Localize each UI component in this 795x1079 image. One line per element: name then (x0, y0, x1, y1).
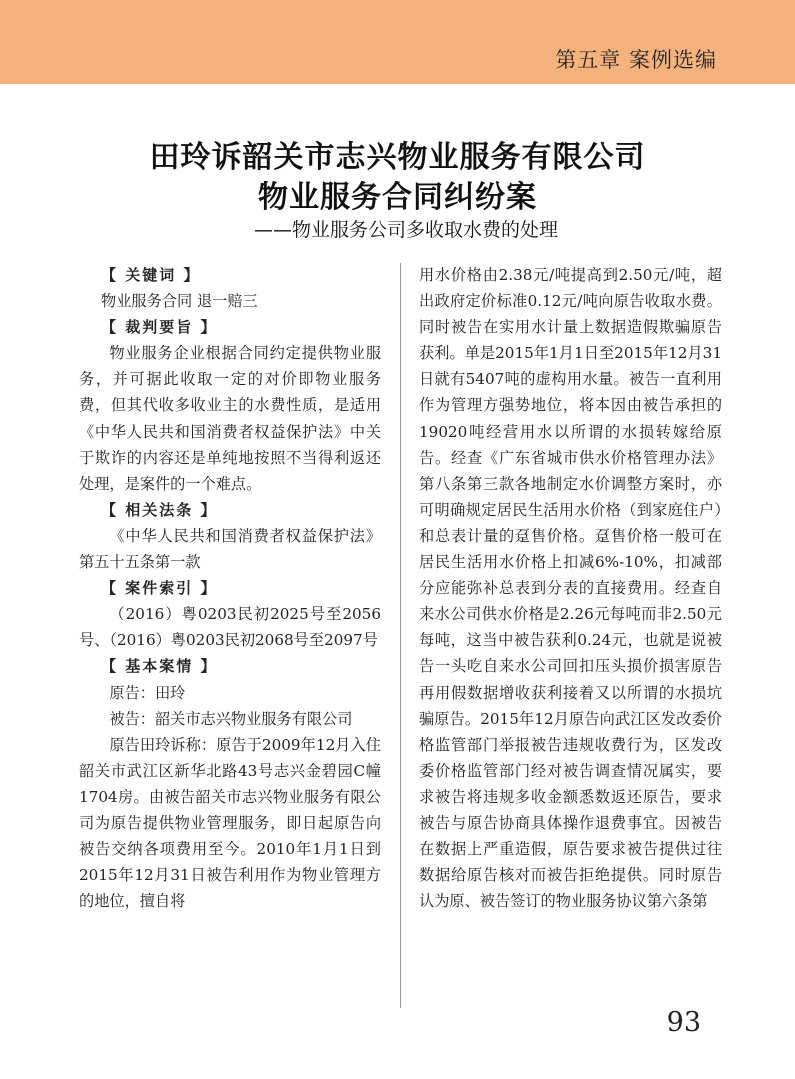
gist-heading: 【 裁判要旨 】 (101, 318, 218, 337)
case-title-line2: 物业服务合同纠纷案 (258, 180, 537, 215)
index-text: （2016）粤0203民初2025号至2056号、（2016）粤0203民初2068号至2097号 (79, 605, 381, 650)
gist-text: 物业服务企业根据合同约定提供物业服务，并可据此收取一定的对价即物业服务费，但其代收多收业主的水费性质，是适用《中华人民共和国消费者权益保护法》中关于欺诈的内容还是单纯地按照不当得利返还处理，是案件的一个难点。 (79, 344, 381, 493)
column-divider (400, 263, 401, 1008)
law-heading: 【 相关法条 】 (101, 500, 218, 519)
index-heading: 【 案件索引 】 (101, 579, 218, 598)
chapter-title: 第五章 案例选编 (555, 48, 717, 72)
case-title-line1: 田玲诉韶关市志兴物业服务有限公司 (149, 140, 646, 175)
left-column (79, 262, 381, 914)
law-text: 《中华人民共和国消费者权益保护法》第五十五条第一款 (79, 526, 381, 572)
right-column (419, 262, 722, 914)
keywords-heading: 【 关键词 】 (101, 266, 201, 284)
defendant-line: 被告：韶关市志兴物业服务有限公司 (109, 709, 353, 728)
plaintiff-line: 原告：田玲 (109, 683, 186, 702)
case-subtitle: ——物业服务公司多收取水费的处理 (254, 219, 559, 241)
facts-heading: 【 基本案情 】 (101, 657, 218, 676)
keywords-text: 物业服务合同 退一赔三 (101, 292, 258, 311)
page-number: 93 (666, 1007, 701, 1038)
claim-continued-text: 用水价格由2.38元/吨提高到2.50元/吨，超出政府定价标准0.12元/吨向原告收取水费。同时被告在实用水计量上数据造假欺骗原告获利。单是2015年1月1日至2015年12月31日就有5407吨的虚构用水量。被告一直利用作为管理方强势地位，将本因由被告承担的19020吨经营用水以所谓的水损转嫁给原告。经查《广东省城市供水价格管理办法》第八条第三款各地制定水价调整方案时，亦可明确规定居民生活用水价格（到家庭住户）和总表计量的趸售价格。趸售价格一般可在居民生活用水价格上扣减6%-10%，扣减部分应能弥补总表到分表的直接费用。经查自来水公司供水价格是2.26元每吨而非2.50元每吨，这当中被告获利0.24元，也就是说被告一头吃自来水公司回扣压头损价损害原告再用假数据增收获利接着又以所谓的水损坑骗原告。2015年12月原告向武江区发改委价格监管部门举报被告违规收费行为，区发改委价格监管部门经对被告调查情况属实，要求被告将违规多收金额悉数返还原告，要求被告与原告协商具体操作退费事宜。因被告在数据上严重造假，原告要求被告提供过往数据给原告核对而被告拒绝提供。同时原告认为原、被告签订的物业服务协议第六条第 (419, 266, 722, 911)
claim-text: 原告田玲诉称：原告于2009年12月入住韶关市武江区新华北路43号志兴金碧园C幢1704房。由被告韶关市志兴物业服务有限公司为原告提供物业管理服务，即日起原告向被告交纳各项费用至今。2010年1月1日到2015年12月31日被告利用作为物业管理方的地位，擅自将 (79, 735, 381, 911)
